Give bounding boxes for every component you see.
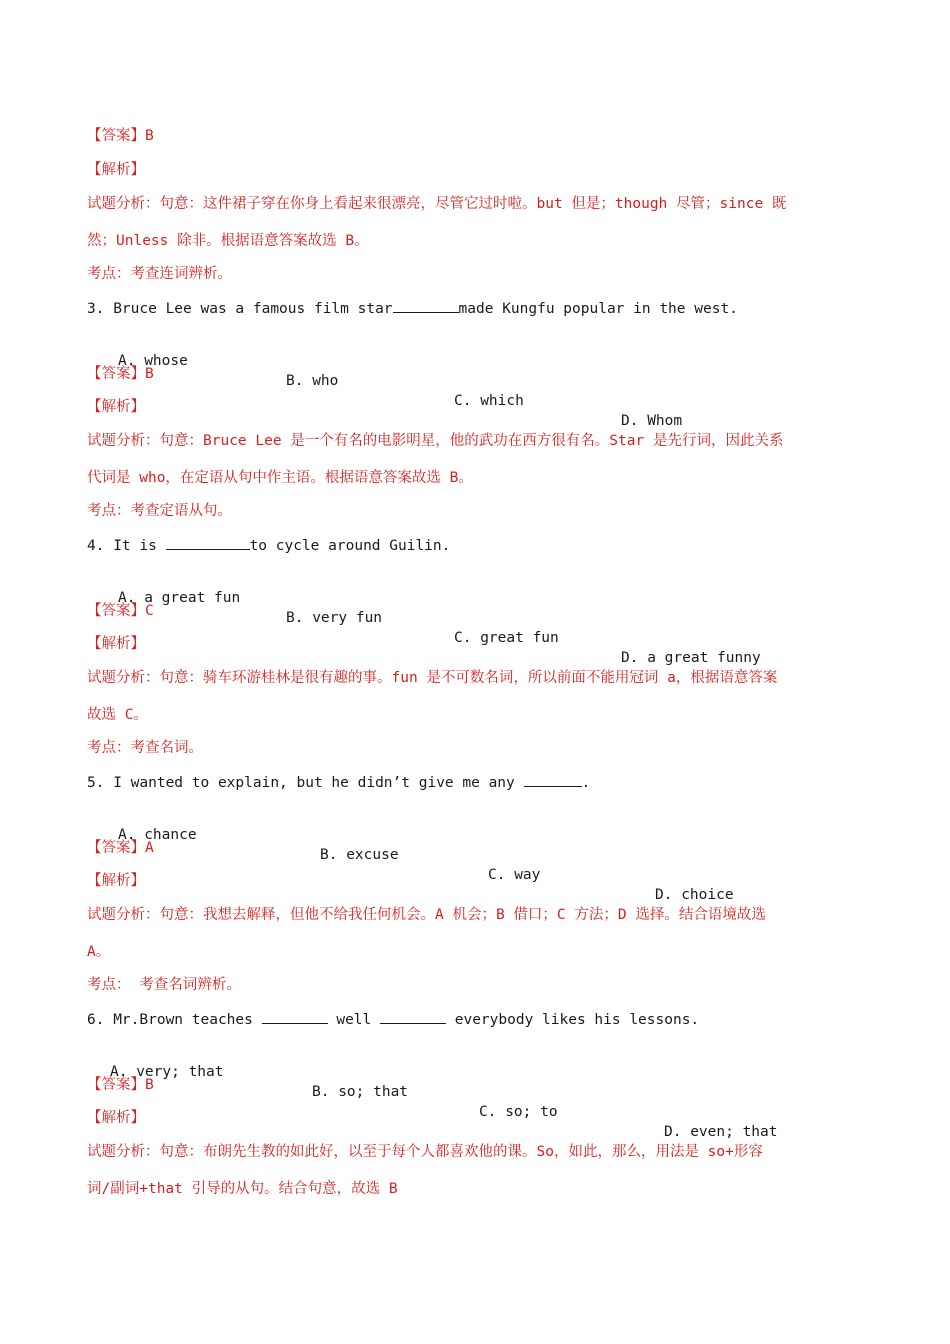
option-b: B. excuse xyxy=(320,847,399,863)
option-a: A. whose xyxy=(118,353,188,369)
option-d: D. even; that xyxy=(664,1124,778,1140)
point-5: 考点： 考查名词辨析。 xyxy=(87,977,241,993)
answer-blank xyxy=(524,772,582,787)
analysis-6-line-2: 词/副词+that 引导的从句。结合句意，故选 B xyxy=(87,1181,398,1197)
analysis-2-line-1: 试题分析：句意：这件裙子穿在你身上看起来很漂亮，尽管它过时啦。but 但是；though 尽管；since 既 xyxy=(87,196,787,212)
answer-3: 【答案】B xyxy=(87,366,154,382)
option-a: A. a great fun xyxy=(118,590,241,606)
option-d: D. a great funny xyxy=(621,650,761,666)
option-a: A. very; that xyxy=(110,1064,224,1080)
answer-blank xyxy=(393,298,459,313)
analysis-6-line-1: 试题分析：句意：布朗先生教的如此好，以至于每个人都喜欢他的课。So，如此，那么，用法是 so+形容 xyxy=(87,1144,763,1160)
option-c: C. which xyxy=(454,393,524,409)
analysis-2-line-2: 然；Unless 除非。根据语意答案故选 B。 xyxy=(87,233,369,249)
option-a: A. chance xyxy=(118,827,197,843)
point-2: 考点：考查连词辨析。 xyxy=(87,266,232,282)
analysis-3-line-1: 试题分析：句意：Bruce Lee 是一个有名的电影明星，他的武功在西方很有名。Star 是先行词，因此关系 xyxy=(87,433,784,449)
option-b: B. so; that xyxy=(312,1084,409,1100)
question-6: 6. Mr.Brown teaches well everybody likes his lessons. xyxy=(87,1009,699,1030)
analysis-label-5: 【解析】 xyxy=(87,873,145,889)
option-c: C. great fun xyxy=(454,630,559,646)
analysis-label-4: 【解析】 xyxy=(87,636,145,652)
analysis-3-line-2: 代词是 who，在定语从句中作主语。根据语意答案故选 B。 xyxy=(87,470,473,486)
question-5: 5. I wanted to explain, but he didn’t give me any . xyxy=(87,772,590,793)
analysis-label-6: 【解析】 xyxy=(87,1110,145,1126)
option-d: D. Whom xyxy=(621,413,683,429)
analysis-4-line-2: 故选 C。 xyxy=(87,707,148,723)
analysis-4-line-1: 试题分析：句意：骑车环游桂林是很有趣的事。fun 是不可数名词，所以前面不能用冠词 a，根据语意答案 xyxy=(87,670,778,686)
option-b: B. very fun xyxy=(286,610,383,626)
analysis-label-3: 【解析】 xyxy=(87,399,145,415)
answer-blank xyxy=(166,535,250,550)
answer-blank xyxy=(262,1009,328,1024)
question-3: 3. Bruce Lee was a famous film star made Kungfu popular in the west. xyxy=(87,298,738,319)
point-4: 考点：考查名词。 xyxy=(87,740,203,756)
answer-4: 【答案】C xyxy=(87,603,154,619)
answer-5: 【答案】A xyxy=(87,840,154,856)
question-4: 4. It is to cycle around Guilin. xyxy=(87,535,450,556)
option-b: B. who xyxy=(286,373,339,389)
answer-2: 【答案】B xyxy=(87,128,154,144)
point-3: 考点：考查定语从句。 xyxy=(87,503,232,519)
option-c: C. way xyxy=(488,867,541,883)
answer-blank xyxy=(380,1009,446,1024)
option-c: C. so; to xyxy=(479,1104,558,1120)
analysis-label-2: 【解析】 xyxy=(87,162,145,178)
option-d: D. choice xyxy=(655,887,734,903)
analysis-5-line-2: A。 xyxy=(87,944,111,960)
answer-6: 【答案】B xyxy=(87,1077,154,1093)
analysis-5-line-1: 试题分析：句意：我想去解释，但他不给我任何机会。A 机会；B 借口；C 方法；D 选择。结合语境故选 xyxy=(87,907,766,923)
